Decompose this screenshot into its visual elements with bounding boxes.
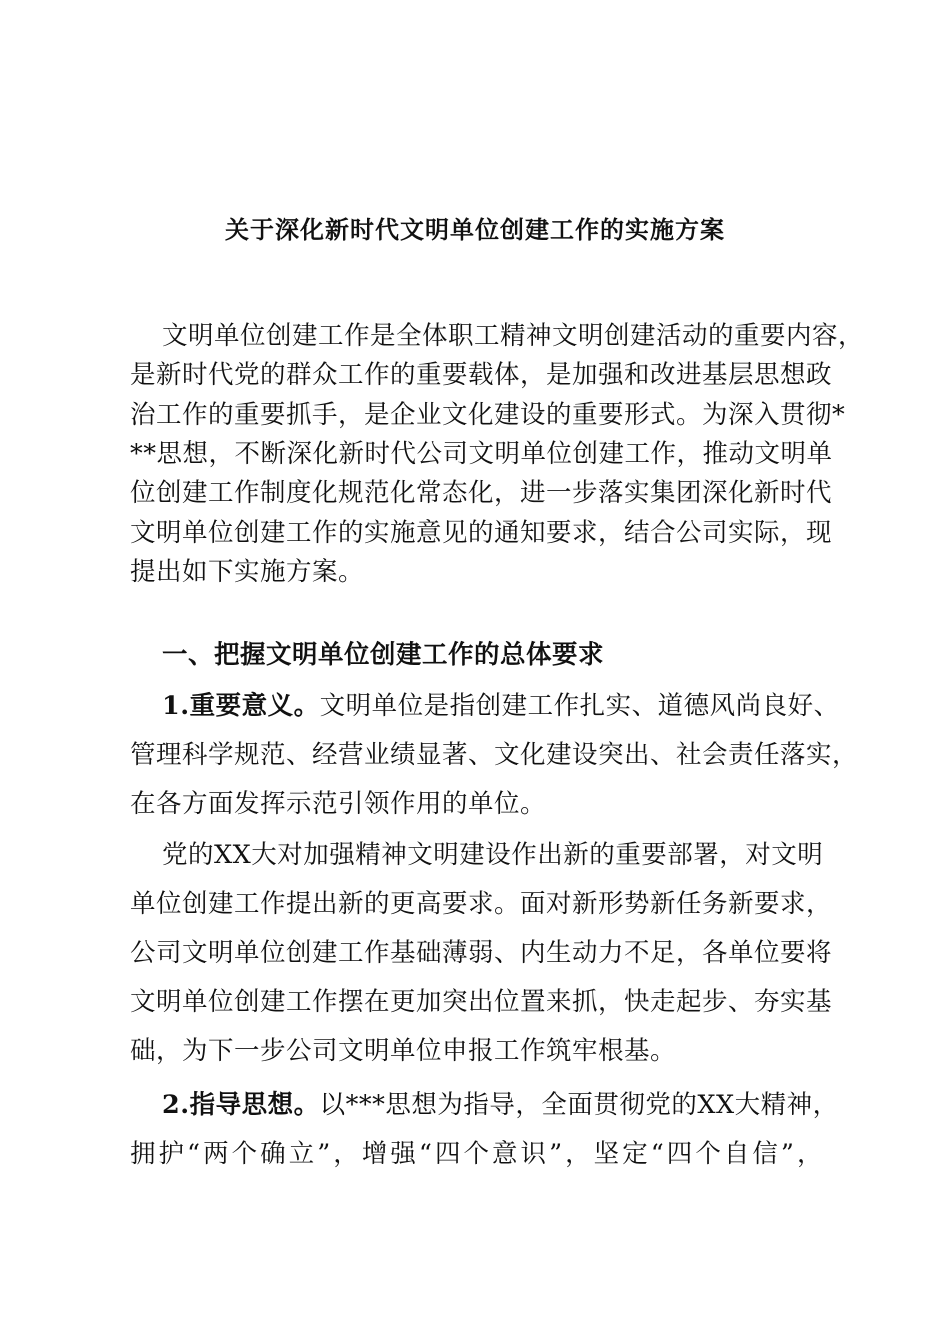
para2-line: 文明单位创建工作摆在更加突出位置来抓，快走起步、夯实基 <box>130 987 833 1017</box>
intro-line: 治工作的重要抓手，是企业文化建设的重要形式。为深入贯彻* <box>130 400 846 430</box>
intro-line: 提出如下实施方案。 <box>130 557 365 587</box>
item1-first-line <box>162 688 840 724</box>
intro-line: 位创建工作制度化规范化常态化，进一步落实集团深化新时代 <box>130 478 833 508</box>
item2-first-line <box>162 1087 839 1123</box>
item2-line: 拥护“两个确立”，增强“四个意识”，坚定“四个自信”， <box>130 1139 823 1169</box>
item1-line: 管理科学规范、经营业绩显著、文化建设突出、社会责任落实， <box>130 740 859 770</box>
intro-line: **思想，不断深化新时代公司文明单位创建工作，推动文明单 <box>130 439 833 469</box>
para2-line: 础，为下一步公司文明单位申报工作筑牢根基。 <box>130 1036 677 1066</box>
para2-line: 公司文明单位创建工作基础薄弱、内生动力不足，各单位要将 <box>130 938 833 968</box>
item2-lead: 2.指导思想。 <box>162 1090 320 1120</box>
intro-line: 是新时代党的群众工作的重要载体，是加强和改进基层思想政 <box>130 360 833 390</box>
para2-line: 党的XX大对加强精神文明建设作出新的重要部署，对文明 <box>162 840 824 870</box>
para2-line: 单位创建工作提出新的更高要求。面对新形势新任务新要求， <box>130 889 833 919</box>
document-title: 关于深化新时代文明单位创建工作的实施方案 <box>225 215 725 244</box>
intro-line: 文明单位创建工作是全体职工精神文明创建活动的重要内容， <box>162 321 865 351</box>
item1-first-line-text: 文明单位是指创建工作扎实、道德风尚良好、 <box>319 691 840 721</box>
section-heading: 一、把握文明单位创建工作的总体要求 <box>162 640 605 670</box>
item1-line: 在各方面发挥示范引领作用的单位。 <box>130 789 547 819</box>
item2-first-line-text: 以***思想为指导，全面贯彻党的XX大精神， <box>319 1090 839 1120</box>
item1-lead: 1.重要意义。 <box>162 691 320 721</box>
intro-line: 文明单位创建工作的实施意见的通知要求，结合公司实际，现 <box>130 518 833 548</box>
